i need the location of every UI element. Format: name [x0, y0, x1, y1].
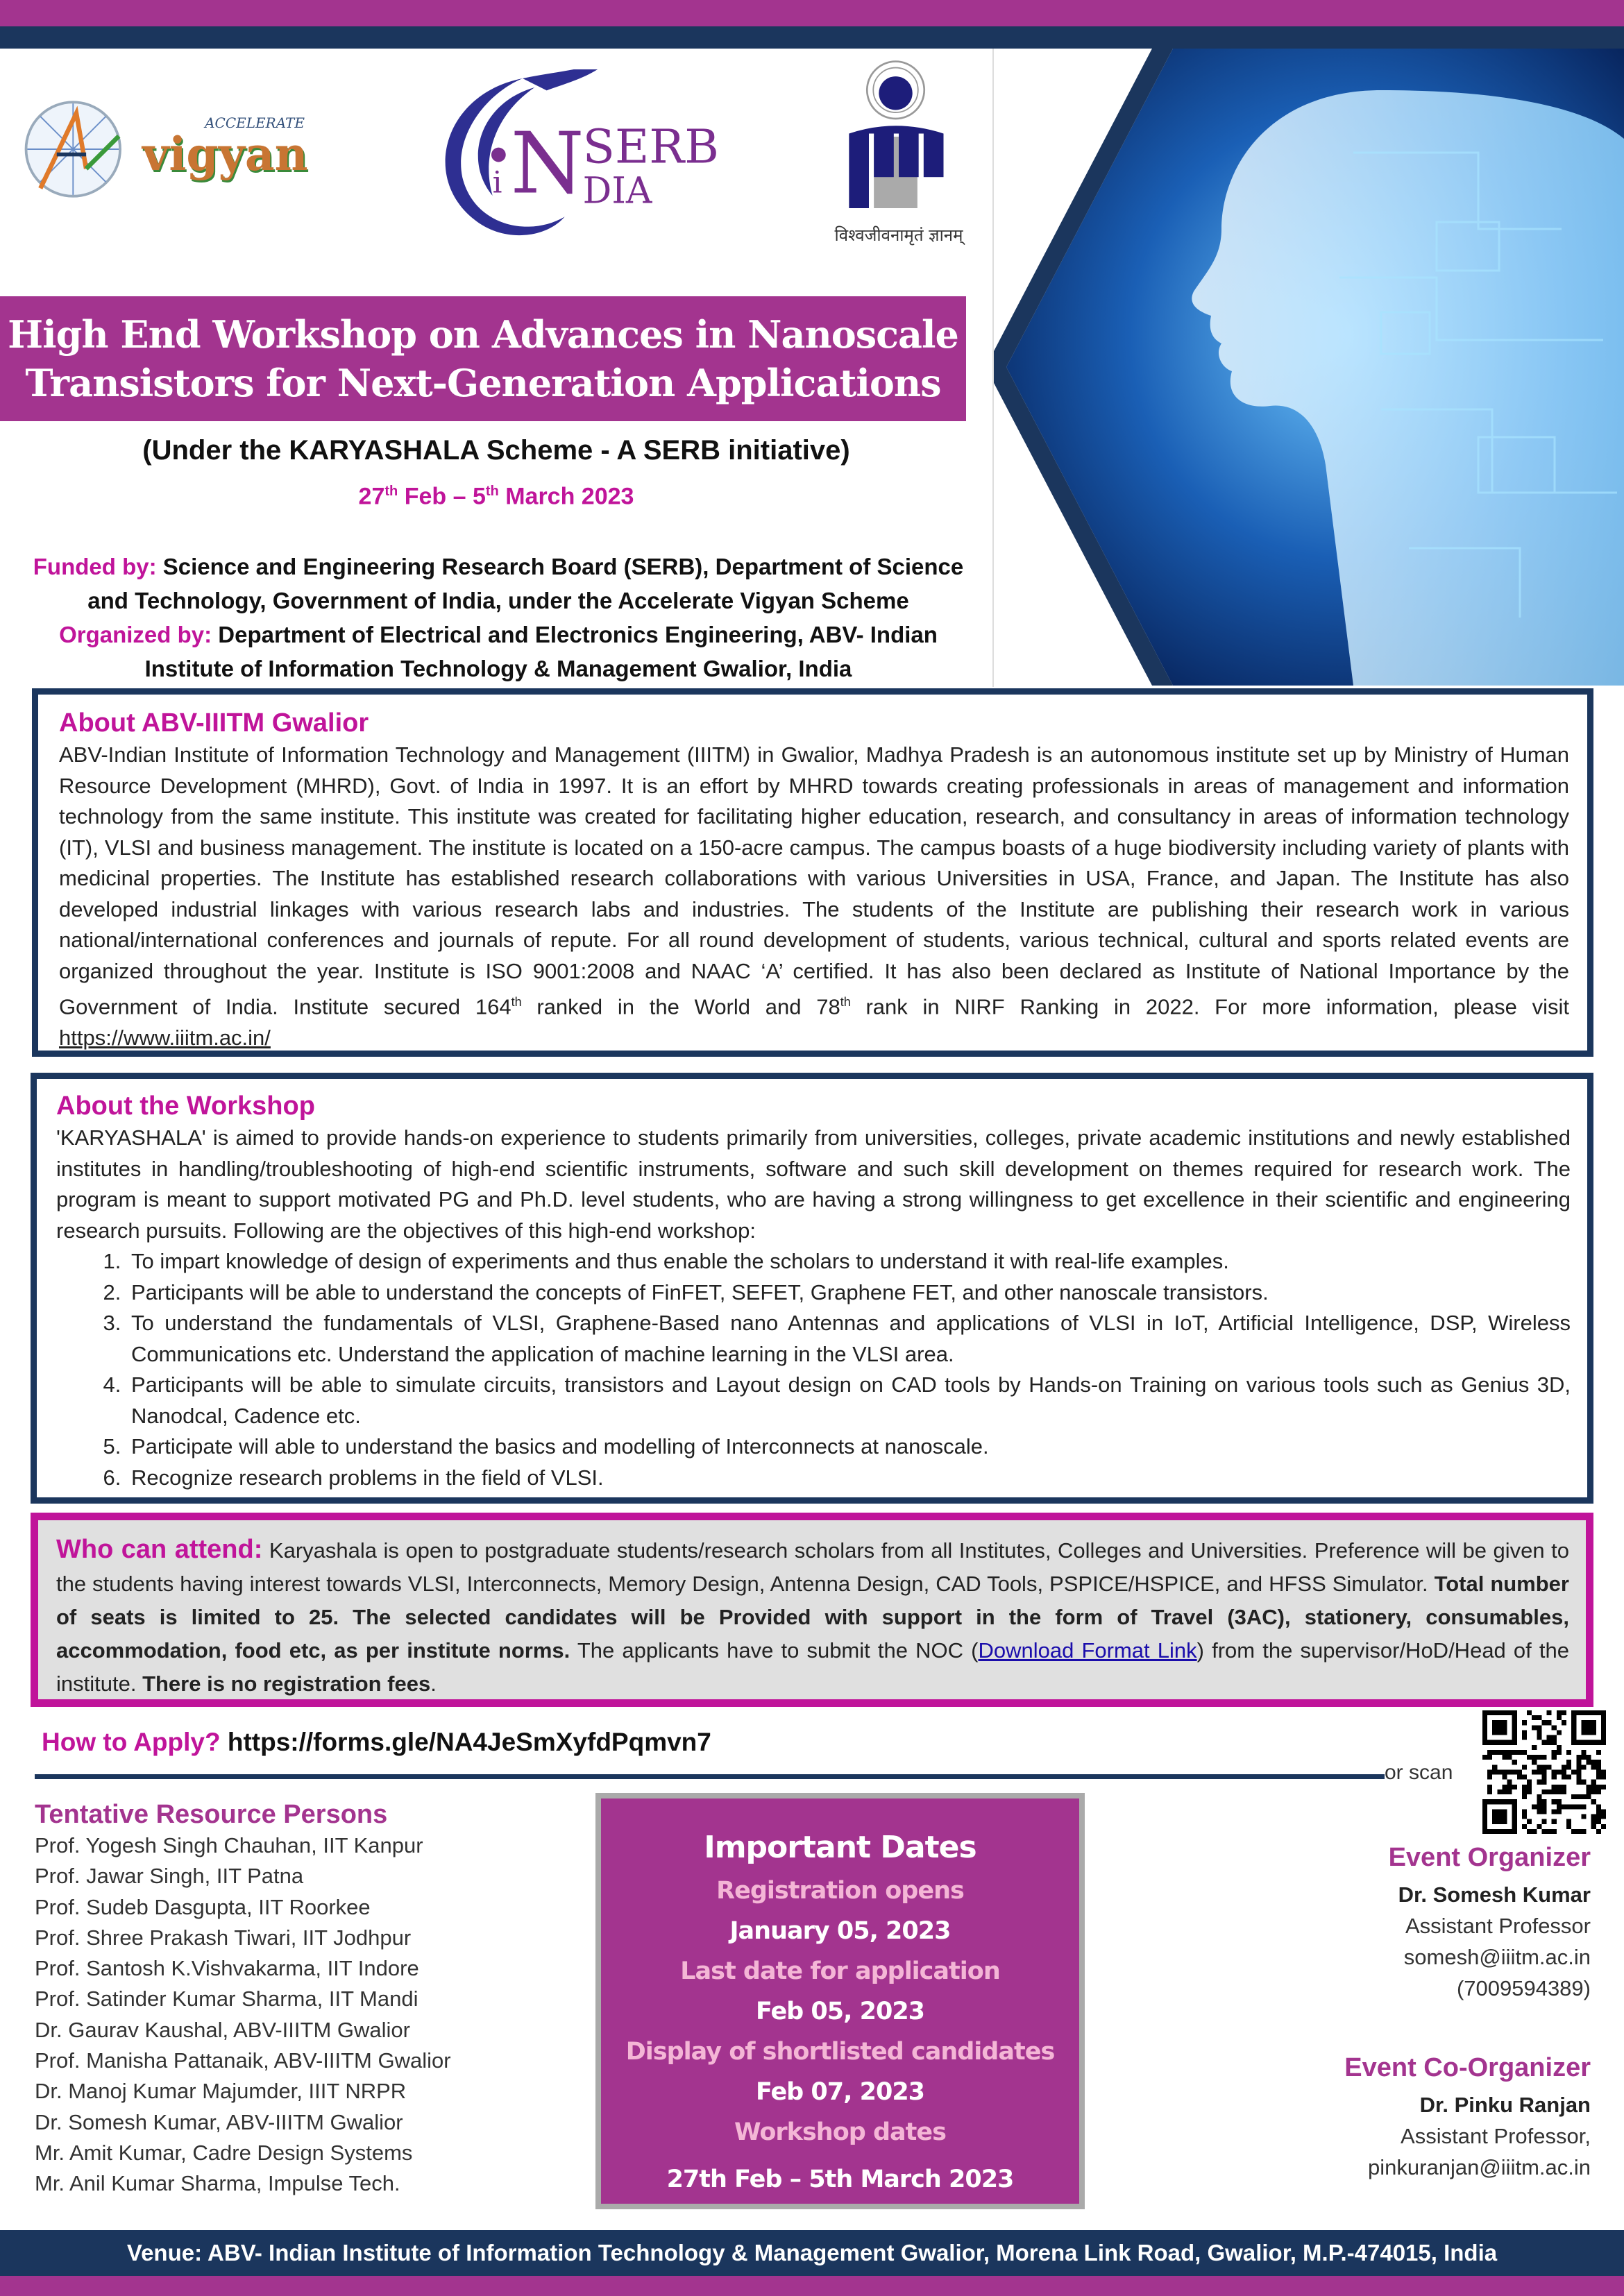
resource-persons-list	[35, 1830, 451, 2200]
resource-person-item: Dr. Gaurav Kaushal, ABV-IIITM Gwalior	[35, 2017, 410, 2042]
text: rank in NIRF Ranking in 2022. For more information, please visit	[850, 994, 1570, 1019]
about-institute-heading: About ABV-IIITM Gwalior	[59, 708, 369, 738]
text: There is no registration fees	[142, 1672, 431, 1696]
co-organizer-email[interactable]: pinkuranjan@iiitm.ac.in	[1368, 2155, 1591, 2179]
qr-code[interactable]	[1482, 1710, 1607, 1834]
funded-by-label: Funded by:	[33, 554, 157, 579]
objectives-list	[56, 1246, 1571, 1493]
resource-person-item: Dr. Somesh Kumar, ABV-IIITM Gwalior	[35, 2109, 403, 2134]
about-workshop-intro: 'KARYASHALA' is aimed to provide hands-on experience to students primarily from universities, colleges, private academic institutions and newly established institutes in handling/troubleshooting of high-end scientific instruments, software and such skill development on themes required for research work. The program is meant to support motivated PG and Ph.D. level students, who are having a strong willingness to get excellence in their scientific and engineering research pursuits. Following are the objectives of this high-end workshop:	[56, 1125, 1571, 1243]
top-navy-bar	[0, 26, 1624, 49]
bottom-purple-bar	[0, 2276, 1624, 2296]
date-label: Last date for application	[680, 1957, 1000, 1985]
date-text: March 2023	[498, 483, 634, 510]
date-value: Feb 05, 2023	[755, 1998, 925, 2025]
date-label: Display of shortlisted candidates	[625, 2038, 1055, 2066]
funded-by	[12, 550, 984, 618]
text: ) from the supervisor/HoD/Head of the institute.	[56, 1638, 1570, 1696]
vigyan-logo: ACCELERATE vigyan	[142, 114, 308, 181]
institute-website-link[interactable]: https://www.iiitm.ac.in/	[59, 1025, 271, 1050]
important-dates-box	[595, 1793, 1085, 2209]
funded-by-text: Science and Engineering Research Board (SERB), Department of Science and Technology, Government of India, under the Accelerate Vigyan Scheme	[87, 554, 964, 613]
workshop-title-banner	[0, 296, 966, 421]
objective-item: 5. Participate will able to understand the basics and modelling of Interconnects at nanoscale.	[127, 1431, 1571, 1463]
inserb-india-logo	[385, 69, 732, 250]
date-label: Registration opens	[716, 1877, 964, 1905]
date-value: 27th Feb – 5th March 2023	[666, 2166, 1014, 2193]
objective-item: 1. To impart knowledge of design of experiments and thus enable the scholars to understand it with real-life examples.	[127, 1246, 1571, 1277]
resource-person-item: Prof. Shree Prakash Tiwari, IIT Jodhpur	[35, 1925, 412, 1950]
top-purple-bar	[0, 0, 1624, 26]
date-value: January 05, 2023	[729, 1917, 951, 1945]
resource-person-item: Mr. Amit Kumar, Cadre Design Systems	[35, 2140, 413, 2165]
resource-person-item: Prof. Yogesh Singh Chauhan, IIT Kanpur	[35, 1833, 423, 1857]
date-sup: th	[485, 484, 499, 499]
resource-person-item: Prof. Satinder Kumar Sharma, IIT Mandi	[35, 1987, 418, 2012]
how-to-apply-label: How to Apply?	[42, 1728, 221, 1756]
title-line-1: High End Workshop on Advances in Nanoscale	[8, 312, 958, 357]
organizer-role: Assistant Professor	[1405, 1914, 1591, 1938]
venue-footer: Venue: ABV- Indian Institute of Information Technology & Management Gwalior, Morena Link Road, Gwalior, M.P.-474015, India	[0, 2230, 1624, 2276]
header-divider	[992, 49, 994, 687]
title-line-2: Transistors for Next-Generation Applications	[25, 361, 941, 405]
organizer-email[interactable]: somesh@iiitm.ac.in	[1403, 1945, 1591, 1969]
important-dates-list	[601, 1871, 1079, 2200]
event-co-organizer-heading: Event Co-Organizer	[1344, 2053, 1591, 2082]
how-to-apply	[42, 1728, 711, 1757]
organizer-name: Dr. Somesh Kumar	[1398, 1882, 1591, 1907]
event-co-organizer-section	[1344, 2050, 1591, 2183]
text: Total number of seats is limited to 25. The selected candidates will be Provided with support in the form of Travel (3AC), stationery, consumables, accommodation, food etc, as per institute norms.	[56, 1572, 1569, 1663]
date-text: 27	[358, 483, 385, 510]
organized-by-text: Department of Electrical and Electronics Engineering, ABV- Indian Institute of Information Technology & Management Gwalior, India	[144, 622, 938, 681]
about-institute-section	[32, 688, 1593, 1057]
resource-person-item: Prof. Manisha Pattanaik, ABV-IIITM Gwalior	[35, 2048, 451, 2073]
text: ABV-Indian Institute of Information Technology and Management (IIITM) in Gwalior, Madhya Pradesh is an autonomous institute set up by Ministry of Human Resource Development (MHRD), Govt. of India in 1997. It is an effort by MHRD towards creating professionals in areas of management and information technology from the same institute. This institute was created for facilitating higher education, research, and consultancy in areas of information technology (IT), VLSI and business management. The institute is located on a 150-acre campus. The campus boasts of a huge biodiversity including variety of plants with medicinal properties. The Institute has established research collaborations with various Universities in USA, France, and Japan. The Institute has also developed industrial linkages with various research labs and industries. The students of the Institute are publishing their research work in various national/international conferences and journals of repute. For all round development of students, various technical, cultural and sports related events are organized throughout the year. Institute is ISO 9001:2008 and NAAC ‘A’ certified. It has also been declared as Institute of National Importance by the Government of India. Institute secured 164	[59, 742, 1569, 1019]
apply-divider	[35, 1774, 1385, 1779]
iiitm-logo	[836, 59, 961, 208]
resource-person-item: Dr. Manoj Kumar Majumder, IIIT NRPR	[35, 2079, 407, 2104]
objective-item: 2. Participants will be able to understand the concepts of FinFET, SEFET, Graphene FET, and other nanoscale transistors.	[127, 1277, 1571, 1309]
date-text: Feb – 5	[398, 483, 486, 510]
about-workshop-section	[31, 1073, 1593, 1504]
ai-head-hero-image	[992, 49, 1624, 686]
svg-text:DIA: DIA	[582, 170, 652, 212]
or-scan-label: or scan	[1385, 1761, 1453, 1784]
co-organizer-name: Dr. Pinku Ranjan	[1419, 2093, 1591, 2117]
text: ranked in the World and 78	[521, 994, 840, 1019]
who-can-attend-text	[56, 1533, 1569, 1701]
funding-organizer-info	[12, 550, 984, 686]
iiitm-motto: विश्वजीवनामृतं ज्ञानम्	[834, 226, 963, 245]
event-organizer-heading: Event Organizer	[1388, 1843, 1591, 1872]
download-format-link[interactable]: Download Format Link	[978, 1638, 1197, 1663]
text: .	[430, 1672, 437, 1696]
objective-item: 4. Participants will be able to simulate circuits, transistors and Layout design on CAD tools by Hands-on Training on various tools such as Genius 3D, Nanodcal, Cadence etc.	[127, 1370, 1571, 1431]
co-organizer-role: Assistant Professor,	[1401, 2124, 1591, 2148]
event-organizer-section	[1389, 1840, 1591, 2004]
svg-text:i: i	[492, 165, 502, 201]
resource-person-item: Prof. Sudeb Dasgupta, IIT Roorkee	[35, 1894, 371, 1919]
resource-persons-section	[35, 1798, 451, 2200]
resource-person-item: Mr. Anil Kumar Sharma, Impulse Tech.	[35, 2171, 400, 2196]
resource-person-item: Prof. Jawar Singh, IIT Patna	[35, 1864, 304, 1889]
text: The applicants have to submit the NOC (	[570, 1638, 979, 1663]
svg-text:N: N	[510, 114, 584, 213]
scheme-subtitle: (Under the KARYASHALA Scheme - A SERB initiative)	[142, 435, 850, 466]
accelerate-vigyan-emblem-logo	[21, 94, 132, 239]
text: Karyashala is open to postgraduate students/research scholars from all Institutes, Colleges and Universities. Preference will be given to the students having interest towards VLSI, Interconnects, Memory Design, Antenna Design, CAD Tools, PSPICE/HSPICE, and HFSS Simulator.	[56, 1538, 1569, 1596]
resource-persons-heading: Tentative Resource Persons	[35, 1800, 388, 1829]
organized-by-label: Organized by:	[59, 622, 212, 647]
resource-person-item: Prof. Santosh K.Vishvakarma, IIT Indore	[35, 1956, 419, 1981]
sup: th	[511, 995, 522, 1009]
objective-item: 6. Recognize research problems in the field of VLSI.	[127, 1463, 1571, 1494]
organized-by	[12, 618, 984, 686]
objective-item: 3. To understand the fundamentals of VLSI, Graphene-Based nano Antennas and applications of VLSI in IoT, Artificial Intelligence, DSP, Wireless Communications etc. Understand the application of machine learning in the VLSI area.	[127, 1308, 1571, 1370]
organizer-phone: (7009594389)	[1456, 1976, 1591, 2000]
event-dates	[0, 476, 992, 511]
about-institute-text	[59, 740, 1569, 1053]
date-label: Workshop dates	[734, 2118, 946, 2146]
application-form-link[interactable]: https://forms.gle/NA4JeSmXyfdPqmvn7	[227, 1728, 711, 1756]
who-can-attend-label: Who can attend:	[56, 1535, 263, 1564]
svg-text:SERB: SERB	[582, 119, 719, 174]
who-can-attend-section	[31, 1513, 1593, 1707]
date-sup: th	[384, 484, 398, 499]
date-value: Feb 07, 2023	[755, 2078, 925, 2106]
important-dates-heading: Important Dates	[704, 1830, 976, 1865]
about-workshop-heading: About the Workshop	[56, 1091, 315, 1121]
sup: th	[840, 995, 851, 1009]
